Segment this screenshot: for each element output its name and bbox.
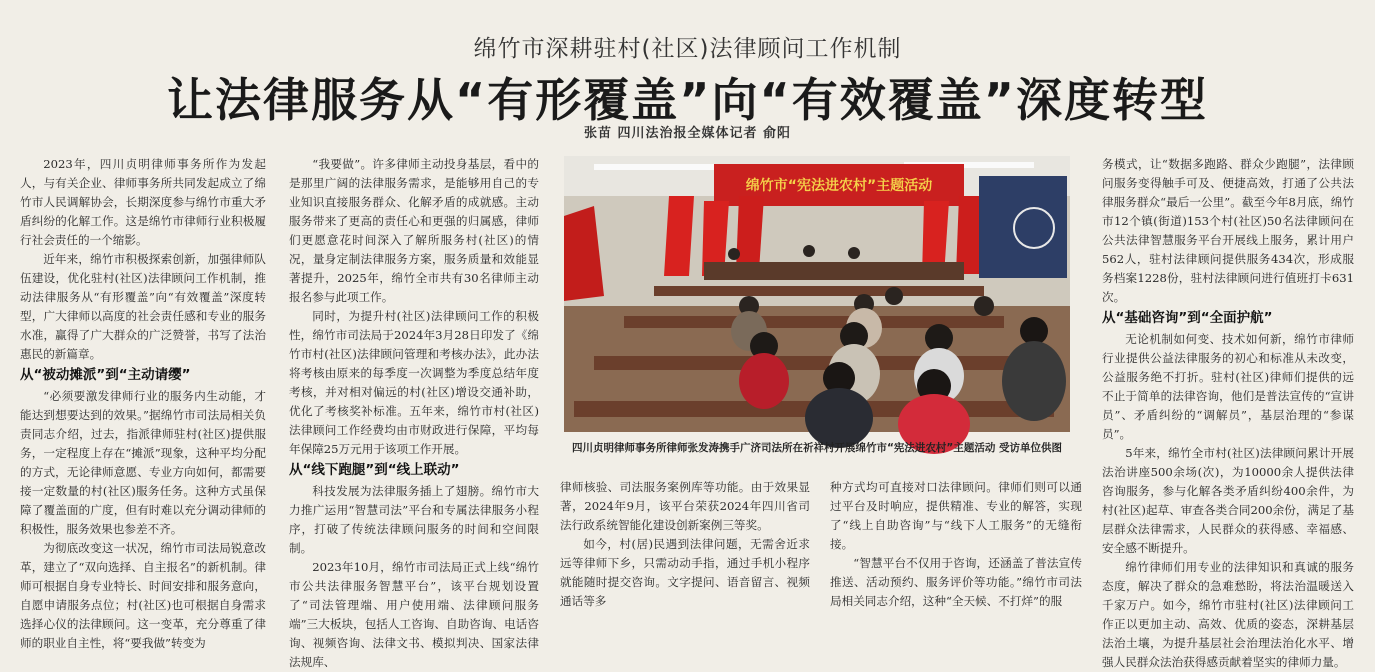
paragraph: 无论机制如何变、技术如何新，绵竹市律师行业提供公益法律服务的初心和标准从未改变，公益服务绝不打折。驻村(社区)律师们提供的远不止于简单的法律咨询，他们是普法宣传的“宣讲员”、矛盾纠纷的“调解员”，基层治理的“参谋员”。 — [1102, 332, 1354, 441]
text-column-2 — [289, 155, 539, 669]
paragraph: 同时，为提升村(社区)法律顾问工作的积极性，绵竹市司法局于2024年3月28日印发了《绵竹市村(社区)法律顾问管理和考核办法》，此办法将考核由原来的每季度一次调整为季度总结年度考核，并对相对偏远的村(社区)增设交通补助，优化了考核奖补标准。五年来，绵竹市村(社区)法律顾问工作经费均由市财政进行保障，平均每年保障25万元用于该项工作开展。 — [289, 309, 539, 456]
paragraph: “我要做”。许多律师主动投身基层，看中的是那里广阔的法律服务需求，是能够用自己的专业知识直接服务群众、化解矛盾的成就感。主动服务带来了更高的责任心和更强的归属感，律师们更愿意花时间深入了解所服务村(社区)的情况，量身定制法律服务方案，服务质量和效能显著提升，2025年，绵竹全市共有30名律师主动报名参与此项工作。 — [289, 157, 539, 304]
text-column-1 — [20, 155, 266, 650]
section-heading: 从“被动摊派”到“主动请缨” — [20, 367, 191, 383]
banner-text: 绵竹市“宪法进农村”主题活动 — [745, 178, 933, 194]
text-column-3 — [560, 478, 810, 606]
photo-caption: 四川贞明律师事务所律师张发涛携手广济司法所在祈祥村开展绵竹市“宪法进农村”主题活动 受访单位供图 — [572, 442, 1062, 454]
paragraph: 近年来，绵竹市积极探索创新，加强律师队伍建设，优化驻村(社区)法律顾问工作机制，推动法律服务从“有形覆盖”向“有效覆盖”深度转型，广大律师以高度的社会责任感和专业的服务水准，赢得了广大群众的广泛赞誉，书写了法治惠民的新篇章。 — [20, 252, 266, 361]
paragraph: 为彻底改变这一状况，绵竹市司法局锐意改革，建立了“双向选择、自主报名”的新机制。律师可根据自身专业特长、时间安排和服务意向，自愿申请服务点位；村(社区)也可根据自身需求选择心仪的法律顾问。这一变革，充分尊重了律师的职业自主性，将“要我做”转变为 — [20, 541, 266, 650]
paragraph: 务模式，让“数据多跑路、群众少跑腿”，法律顾问服务变得触手可及、便捷高效，打通了公共法律服务群众“最后一公里”。截至今年8月底，绵竹市12个镇(街道)153个村(社区)50名法律顾问在公共法律智慧服务平台开展线上服务，累计用户562人，驻村法律顾问提供服务434次，形成服务档案1228份，驻村法律顾问进行值班打卡631次。 — [1102, 157, 1354, 304]
section-heading: 从“基础咨询”到“全面护航” — [1102, 310, 1273, 326]
paragraph: 2023年10月，绵竹市司法局正式上线“绵竹市公共法律服务智慧平台”，该平台规划设置了“司法管理端、用户使用端、法律顾问服务端”三大板块，包括人工咨询、自助咨询、电话咨询、视频咨询、法律文书、模拟判决、国家法律法规库、 — [289, 560, 539, 669]
paragraph: “必须要激发律师行业的服务内生动能，才能达到想要达到的效果。”据绵竹市司法局相关负责同志介绍，过去，指派律师驻村(社区)提供服务，一定程度上存在“摊派”现象，这种平均分配的方式，无论律师意愿、专业方向如何，都需要接一定数量的村(社区)服务任务。这种方式虽保障了覆盖面的广度，但有时难以充分调动律师的积极性，服务效果也参差不齐。 — [20, 389, 266, 536]
article-headline: 让法律服务从“有形覆盖”向“有效覆盖”深度转型 — [167, 73, 1208, 127]
meeting-room-illustration — [564, 156, 1070, 432]
paragraph: 律师核验、司法服务案例库等功能。由于效果显著，2024年9月，该平台荣获2024年四川省司法行政系统智能化建设创新案例三等奖。 — [560, 480, 810, 532]
text-column-4 — [830, 478, 1082, 606]
paragraph: 5年来，绵竹全市村(社区)法律顾问累计开展法治讲座500余场(次)，为10000余人提供法律咨询服务，参与化解各类矛盾纠纷400余件，为村(社区)起草、审查各类合同200余份，满足了基层群众法律需求，人民群众的获得感、幸福感、安全感不断提升。 — [1102, 446, 1354, 555]
paragraph: 种方式均可直接对口法律顾问。律师们则可以通过平台及时响应，提供精准、专业的解答，实现了“线上自助咨询”与“线下人工服务”的无缝衔接。 — [830, 480, 1082, 551]
article-kicker: 绵竹市深耕驻村(社区)法律顾问工作机制 — [473, 36, 902, 62]
paragraph: 2023年，四川贞明律师事务所作为发起人，与有关企业、律师事务所共同发起成立了绵竹市人民调解协会，长期深度参与绵竹市重大矛盾纠纷的化解工作。这是绵竹市律师行业积极履行社会责任的一个缩影。 — [20, 157, 266, 247]
section-heading: 从“线下跑腿”到“线上联动” — [289, 462, 460, 478]
paragraph: 绵竹律师们用专业的法律知识和真诚的服务态度，解决了群众的急难愁盼，将法治温暖送入千家万户。如今，绵竹市驻村(社区)法律顾问工作正以更加主动、高效、优质的姿态，深耕基层法治土壤，为提升基层社会治理法治化水平、增强人民群众法治获得感贡献着坚实的律师力量。 — [1102, 560, 1354, 669]
paragraph: 科技发展为法律服务插上了翅膀。绵竹市大力推广运用“智慧司法”平台和专属法律服务小程序，打破了传统法律顾问服务的时间和空间限制。 — [289, 484, 539, 555]
paragraph: “智慧平台不仅用于咨询，还涵盖了普法宣传推送、活动预约、服务评价等功能。”绵竹市司法局相关同志介绍，这种“全天候、不打烊”的服 — [830, 556, 1082, 608]
article-byline: 张苗 四川法治报全媒体记者 俞阳 — [583, 126, 792, 141]
paragraph: 如今，村(居)民遇到法律问题，无需舍近求远等律师下乡，只需动动手指，通过手机小程序就能随时提交咨询。文字提问、语音留言、视频通话等多 — [560, 537, 810, 608]
news-photo — [564, 156, 1070, 432]
text-column-5 — [1102, 155, 1354, 669]
